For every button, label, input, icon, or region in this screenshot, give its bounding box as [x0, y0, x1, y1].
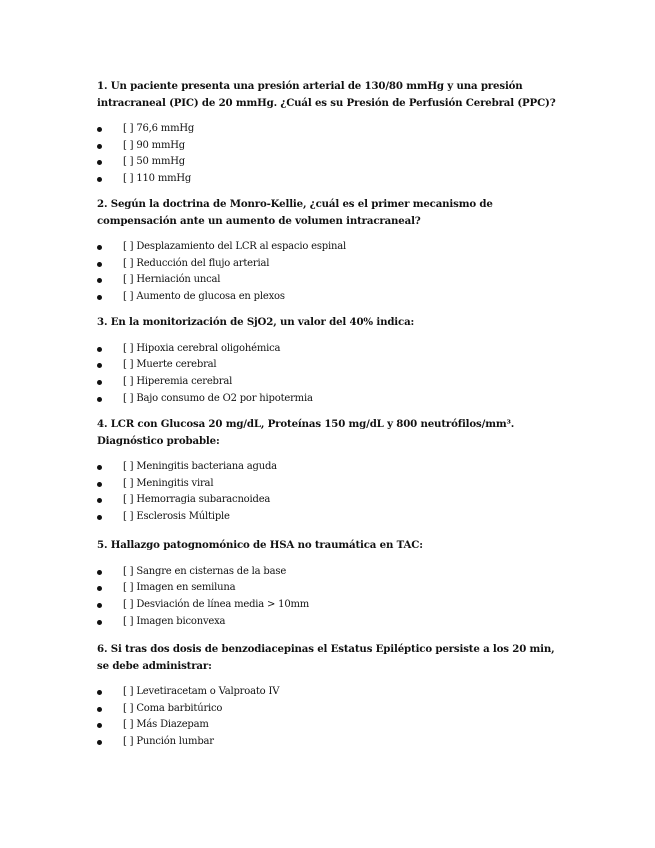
question-2	[97, 196, 567, 306]
bullet-icon	[97, 498, 102, 503]
bullet-icon	[97, 707, 102, 712]
question-4	[97, 416, 567, 526]
bullet-icon	[97, 363, 102, 368]
option-item[interactable]	[97, 717, 567, 734]
option-item[interactable]	[97, 391, 567, 408]
option-item[interactable]	[97, 580, 567, 597]
bullet-icon	[97, 278, 102, 283]
option-item[interactable]	[97, 272, 567, 289]
option-item[interactable]	[97, 614, 567, 631]
bullet-icon	[97, 160, 102, 165]
bullet-icon	[97, 570, 102, 575]
bullet-icon	[97, 482, 102, 487]
option-item[interactable]	[97, 239, 567, 256]
bullet-icon	[97, 380, 102, 385]
option-label: [ ] Hemorragia subaracnoidea	[123, 494, 271, 506]
bullet-icon	[97, 465, 102, 470]
option-item[interactable]	[97, 492, 567, 509]
question-3	[97, 314, 567, 407]
bullet-icon	[97, 295, 102, 300]
option-label: [ ] Bajo consumo de O2 por hipotermia	[123, 392, 313, 404]
question-title: 6. Si tras dos dosis de benzodiacepinas el Estatus Epiléptico persiste a los 20 min, se debe administrar:	[97, 643, 555, 672]
bullet-icon	[97, 620, 102, 625]
options-list	[97, 121, 567, 188]
option-label: [ ] Imagen en semiluna	[123, 582, 236, 594]
option-label: [ ] Imagen biconvexa	[123, 615, 226, 627]
option-label: [ ] Más Diazepam	[123, 719, 209, 731]
option-label: [ ] Punción lumbar	[123, 736, 214, 748]
option-item[interactable]	[97, 459, 567, 476]
options-list	[97, 684, 567, 751]
bullet-icon	[97, 515, 102, 520]
options-list	[97, 239, 567, 306]
option-item[interactable]	[97, 564, 567, 581]
bullet-icon	[97, 690, 102, 695]
option-item[interactable]	[97, 121, 567, 138]
option-label: [ ] 110 mmHg	[123, 173, 192, 185]
option-label: [ ] Esclerosis Múltiple	[123, 511, 230, 523]
option-item[interactable]	[97, 256, 567, 273]
option-item[interactable]	[97, 684, 567, 701]
option-label: [ ] Reducción del flujo arterial	[123, 257, 270, 269]
option-item[interactable]	[97, 154, 567, 171]
options-list	[97, 341, 567, 408]
bullet-icon	[97, 245, 102, 250]
question-6	[97, 641, 567, 751]
option-item[interactable]	[97, 289, 567, 306]
option-item[interactable]	[97, 138, 567, 155]
bullet-icon	[97, 740, 102, 745]
question-title: 2. Según la doctrina de Monro-Kellie, ¿cuál es el primer mecanismo de compensación ante un aumento de volumen intracraneal?	[97, 198, 493, 227]
bullet-icon	[97, 262, 102, 267]
option-label: [ ] Meningitis bacteriana aguda	[123, 461, 277, 472]
option-label: [ ] Desviación de línea media > 10mm	[123, 598, 310, 610]
option-label: [ ] Aumento de glucosa en plexos	[123, 291, 285, 303]
bullet-icon	[97, 127, 102, 132]
bullet-icon	[97, 397, 102, 402]
question-title: 1. Un paciente presenta una presión arterial de 130/80 mmHg y una presión intracraneal (PIC) de 20 mmHg. ¿Cuál es su Presión de Perfusión Cerebral (PPC)?	[97, 80, 556, 109]
option-label: [ ] 50 mmHg	[123, 156, 185, 168]
bullet-icon	[97, 177, 102, 182]
option-item[interactable]	[97, 341, 567, 358]
option-item[interactable]	[97, 509, 567, 526]
bullet-icon	[97, 723, 102, 728]
option-label: [ ] Meningitis viral	[123, 477, 214, 489]
option-label: [ ] Muerte cerebral	[123, 359, 217, 371]
bullet-icon	[97, 144, 102, 149]
option-label: [ ] 90 mmHg	[123, 139, 185, 151]
question-title: 4. LCR con Glucosa 20 mg/dL, Proteínas 150 mg/dL y 800 neutrófilos/mm³. Diagnóstico probable:	[97, 418, 515, 447]
option-item[interactable]	[97, 357, 567, 374]
option-item[interactable]	[97, 701, 567, 718]
bullet-icon	[97, 603, 102, 608]
option-label: [ ] Hiperemia cerebral	[123, 375, 233, 387]
option-item[interactable]	[97, 374, 567, 391]
option-item[interactable]	[97, 597, 567, 614]
option-item[interactable]	[97, 171, 567, 188]
options-list	[97, 459, 567, 526]
option-label: [ ] Levetiracetam o Valproato IV	[123, 686, 280, 697]
question-5	[97, 537, 567, 630]
option-item[interactable]	[97, 476, 567, 493]
bullet-icon	[97, 586, 102, 591]
question-title: 5. Hallazgo patognomónico de HSA no traumática en TAC:	[97, 539, 423, 551]
option-label: [ ] Herniación uncal	[123, 274, 221, 286]
question-1	[97, 78, 567, 188]
option-label: [ ] Desplazamiento del LCR al espacio espinal	[123, 241, 346, 252]
option-label: [ ] Sangre en cisternas de la base	[123, 565, 287, 577]
option-label: [ ] Hipoxia cerebral oligohémica	[123, 342, 281, 354]
option-item[interactable]	[97, 734, 567, 751]
option-label: [ ] Coma barbitúrico	[123, 702, 223, 714]
option-label: [ ] 76,6 mmHg	[123, 123, 195, 134]
question-title: 3. En la monitorización de SjO2, un valor del 40% indica:	[97, 316, 415, 328]
options-list	[97, 564, 567, 631]
bullet-icon	[97, 347, 102, 352]
